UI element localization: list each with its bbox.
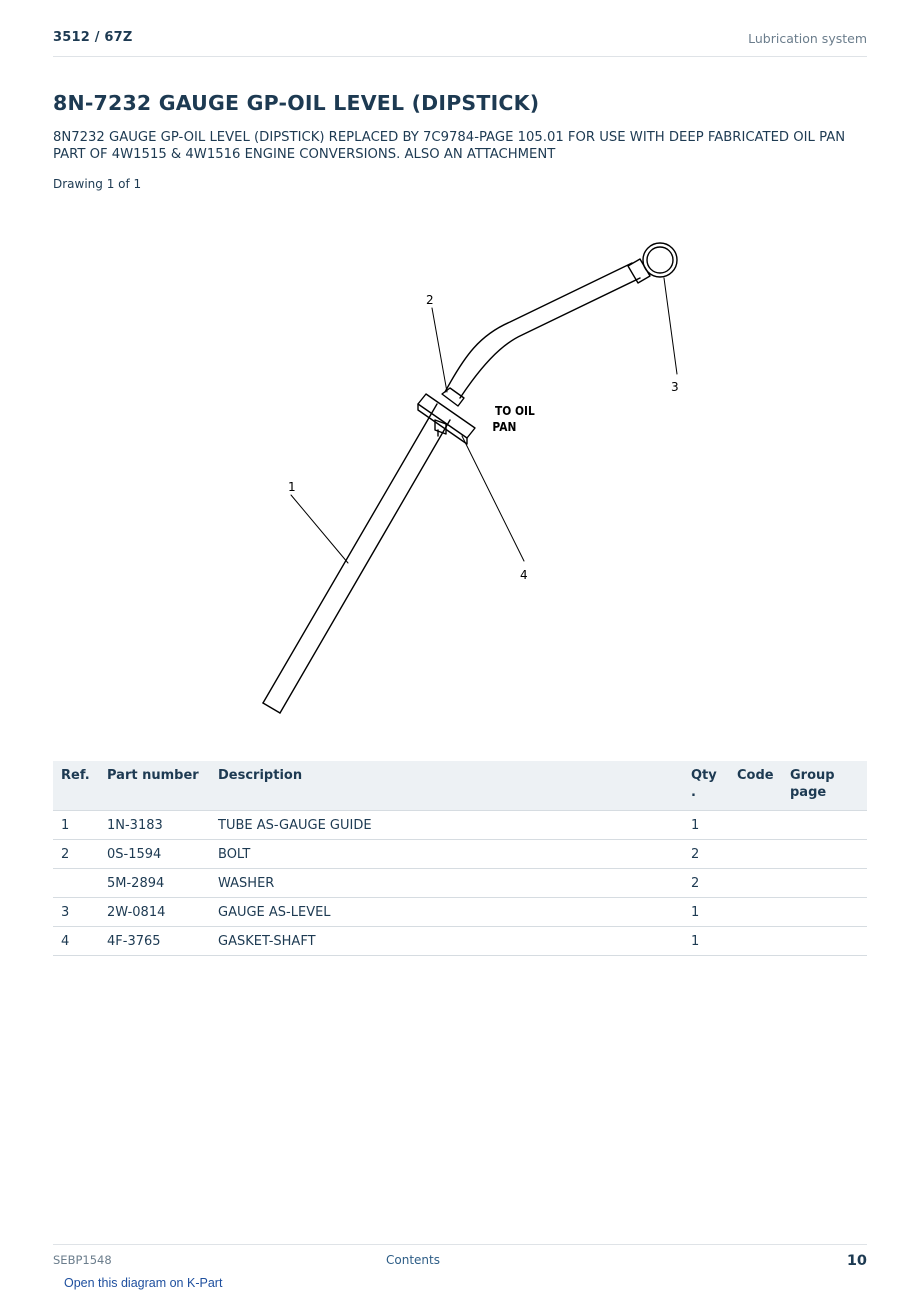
page-header <box>53 28 867 57</box>
row-qty: 2 <box>683 840 729 869</box>
row-ref: 1 <box>53 811 99 840</box>
row-description: BOLT <box>210 840 683 869</box>
row-part-number: 5M-2894 <box>99 869 210 898</box>
page-title: 8N-7232 GAUGE GP-OIL LEVEL (DIPSTICK) <box>53 91 540 115</box>
table-row <box>53 898 867 927</box>
row-group-page <box>782 898 867 927</box>
row-qty: 1 <box>683 898 729 927</box>
document-id: SEBP1548 <box>53 1253 112 1267</box>
contents-link[interactable]: Contents <box>386 1253 440 1267</box>
row-code <box>729 927 782 956</box>
row-part-number: 4F-3765 <box>99 927 210 956</box>
row-part-number: 1N-3183 <box>99 811 210 840</box>
table-row <box>53 840 867 869</box>
col-ref: Ref. <box>53 761 99 811</box>
table-row <box>53 927 867 956</box>
row-code <box>729 869 782 898</box>
col-part-number: Part number <box>99 761 210 811</box>
row-ref: 2 <box>53 840 99 869</box>
row-group-page <box>782 927 867 956</box>
open-k-part-link[interactable]: Open this diagram on K-Part <box>64 1276 223 1290</box>
col-code: Code <box>729 761 782 811</box>
parts-diagram <box>200 200 720 730</box>
parts-table <box>53 761 867 956</box>
diagram-note-line1: TO OIL <box>495 403 535 419</box>
callout-1: 1 <box>288 480 296 494</box>
row-description: GASKET-SHAFT <box>210 927 683 956</box>
row-ref: 4 <box>53 927 99 956</box>
section-name: Lubrication system <box>748 31 867 46</box>
model-breadcrumb: 3512 / 67Z <box>53 30 133 45</box>
drawing-counter: Drawing 1 of 1 <box>53 177 142 191</box>
callout-4: 4 <box>520 568 528 582</box>
row-description: TUBE AS-GAUGE GUIDE <box>210 811 683 840</box>
page-number: 10 <box>846 1253 867 1269</box>
callout-2: 2 <box>426 293 434 307</box>
col-description: Description <box>210 761 683 811</box>
table-row <box>53 811 867 840</box>
row-group-page <box>782 840 867 869</box>
row-group-page <box>782 811 867 840</box>
row-qty: 1 <box>683 927 729 956</box>
guide-tube <box>263 404 450 713</box>
callout-3: 3 <box>671 380 679 394</box>
row-description: GAUGE AS-LEVEL <box>210 898 683 927</box>
leader-lines <box>291 278 677 563</box>
row-qty: 1 <box>683 811 729 840</box>
row-group-page <box>782 869 867 898</box>
page-footer <box>53 1244 867 1275</box>
row-code <box>729 840 782 869</box>
row-description: WASHER <box>210 869 683 898</box>
row-part-number: 0S-1594 <box>99 840 210 869</box>
flange-plate <box>418 388 475 444</box>
row-ref <box>53 869 99 898</box>
part-description: 8N7232 GAUGE GP-OIL LEVEL (DIPSTICK) REPLACED BY 7C9784-PAGE 105.01 FOR USE WITH DEEP FABRICATED OIL PAN PART OF 4W1515 & 4W1516 ENGINE CONVERSIONS. ALSO AN ATTACHMENT <box>53 130 846 162</box>
diagram-note-line2: PAN <box>492 419 517 435</box>
ring-handle <box>643 243 677 277</box>
row-qty: 2 <box>683 869 729 898</box>
table-row <box>53 869 867 898</box>
row-part-number: 2W-0814 <box>99 898 210 927</box>
col-group-page: Group page <box>782 761 867 811</box>
row-code <box>729 811 782 840</box>
parts-table-header <box>53 761 867 811</box>
row-ref: 3 <box>53 898 99 927</box>
row-code <box>729 898 782 927</box>
col-qty: Qty . <box>683 761 729 811</box>
upper-tube <box>445 263 640 398</box>
